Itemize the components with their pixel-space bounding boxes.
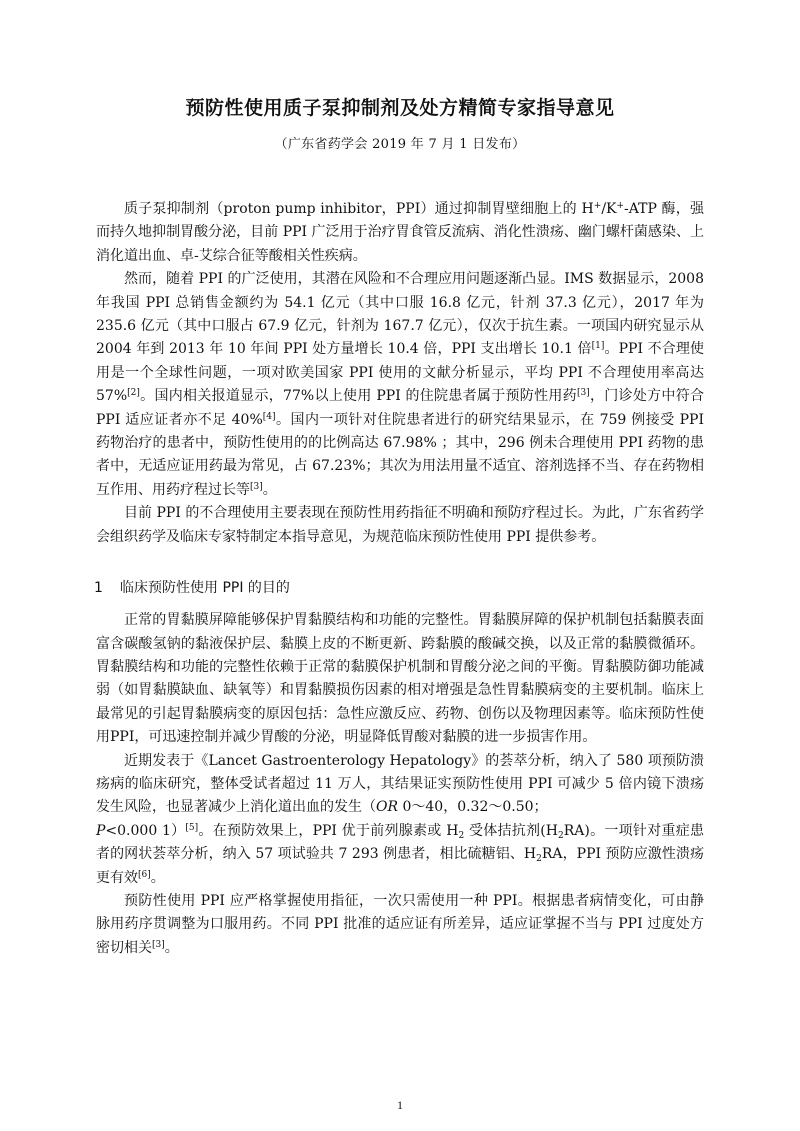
text-run: RA)。一项针对重症患者的网状荟萃分析，纳入 57 项试验共 7 293 例患者，相比硫糖铝、H bbox=[96, 822, 704, 863]
text-run: 近期发表于《Lancet Gastroenterology Hepatology》的荟萃分析，纳入了 580 项预防溃疡病的临床研究，整体受试者超过 11 万人，其结果证实预防性使用 PPI 可减少 5 倍内镜下溃疡发生风险，也显著减少上消化道出血的发生（ bbox=[96, 752, 704, 816]
text-run: ，门诊处方中符合 PPI 适应证者亦不足 40% bbox=[96, 388, 704, 428]
page-number: 1 bbox=[397, 1098, 403, 1112]
section-heading-1 bbox=[94, 577, 704, 599]
text-run: 。PPI 不合理使用是一个全球性问题，一项对欧美国家 PPI 使用的文献分析显示，平均 PPI 不合理使用率高达 57% bbox=[96, 341, 704, 405]
superscript: + bbox=[593, 201, 602, 211]
citation-ref[interactable]: [5] bbox=[185, 822, 199, 833]
document-title: 预防性使用质子泵抑制剂及处方精简专家指导意见 bbox=[185, 97, 615, 119]
paragraph-background bbox=[96, 268, 704, 502]
text-run: /K bbox=[601, 201, 617, 217]
subscript: 2 bbox=[557, 830, 564, 841]
text-run: 目前 PPI 的不合理使用主要表现在预防性用药指征不明确和预防疗程过长。为此，广东省药学会组织药学及临床专家特制定本指导意见，为规范临床预防性使用 PPI 提供参考。 bbox=[96, 505, 704, 545]
paragraph-mucosal-barrier bbox=[96, 609, 704, 749]
text-run: 受体拮抗剂(H bbox=[464, 822, 558, 839]
text-run: 。在预防效果上，PPI 优于前列腺素或 H bbox=[198, 822, 459, 839]
subscript: 2 bbox=[536, 854, 542, 865]
citation-ref[interactable]: [3] bbox=[152, 939, 165, 950]
text-run: 0～40，0.32～0.50； bbox=[398, 799, 548, 816]
text-run: 质子泵抑制剂（proton pump inhibitor，PPI）通过抑制胃壁细胞上的 H bbox=[124, 201, 594, 217]
citation-ref[interactable]: [1] bbox=[591, 341, 605, 352]
citation-ref[interactable]: [2] bbox=[127, 388, 140, 399]
text-run: <0.000 1） bbox=[105, 822, 186, 839]
paragraph-meta-analysis bbox=[96, 750, 704, 890]
text-run: 。国内一项针对住院患者进行的研究结果显示，在 759 例接受 PPI 药物治疗的患者中，预防性使用的的比例高达 67.98% ；其中，296 例未合理使用 PPI 药物的患者中，无适应证用药最为常见，占 67.23%；其次为用法用量不适宜、溶剂选择不当、存在药物相互作用、用药疗程过长等 bbox=[96, 411, 704, 498]
italic-term: OR bbox=[376, 799, 399, 816]
paragraph-intro bbox=[96, 198, 704, 268]
citation-ref[interactable]: [6] bbox=[138, 869, 151, 880]
italic-term: P bbox=[96, 822, 106, 839]
text-run: 。 bbox=[164, 939, 179, 956]
citation-ref[interactable]: [3] bbox=[576, 388, 590, 399]
paragraph-purpose bbox=[96, 502, 704, 549]
text-run: 。 bbox=[150, 869, 165, 886]
text-run: 正常的胃黏膜屏障能够保护胃黏膜结构和功能的完整性。胃黏膜屏障的保护机制包括黏膜表面富含碳酸氢钠的黏液保护层、黏膜上皮的不断更新、跨黏膜的酸碱交换，以及正常的黏膜微循环。胃黏膜结构和功能的完整性依赖于正常的黏膜保护机制和胃酸分泌之间的平衡。胃黏膜防御功能减弱（如胃黏膜缺血、缺氧等）和胃黏膜损伤因素的相对增强是急性胃黏膜病变的主要机制。临床上最常见的引起胃黏膜病变的原因包括：急性应激反应、药物、创伤以及物理因素等。临床预防性使用PPI，可迅速控制并减少胃酸的分泌，明显降低胃酸对黏膜的进一步损害作用。 bbox=[96, 612, 704, 746]
section-number: 1 bbox=[94, 580, 103, 597]
text-run: 预防性使用 PPI 应严格掌握使用指征，一次只需使用一种 PPI。根据患者病情变化，可由静脉用药序贯调整为口服用药。不同 PPI 批准的适应证有所差异，适应证掌握不当与 PPI 过度处方密切相关 bbox=[96, 892, 704, 956]
subscript: 2 bbox=[458, 830, 465, 841]
section-title: 临床预防性使用 PPI 的目的 bbox=[120, 580, 290, 597]
text-run: 然而，随着 PPI 的广泛使用，其潜在风险和不合理应用问题逐渐凸显。IMS 数据显示，2008 年我国 PPI 总销售金额约为 54.1 亿元（其中口服 16.8 亿元，针剂 37.3 亿元），2017 年为 235.6 亿元（其中口服占 67.9 亿元，针剂为 167.7 亿元），仅次于抗生素。一项国内研究显示从 2004 年到 2013 年 10 年间 PPI 处方量增长 10.4 倍，PPI 支出增长 10.1 倍 bbox=[96, 271, 704, 358]
superscript: + bbox=[616, 201, 625, 211]
text-run: -ATP 酶，强而持久地抑制胃酸分泌，目前 PPI 广泛用于治疗胃食管反流病、消化性溃疡、幽门螺杆菌感染、上消化道出血、卓-艾综合征等酸相关性疾病。 bbox=[96, 201, 704, 264]
document-body bbox=[96, 198, 704, 960]
text-run: RA，PPI 预防应激性溃疡更有效 bbox=[96, 846, 704, 886]
text-run: 。 bbox=[262, 481, 277, 498]
citation-ref[interactable]: [4] bbox=[262, 411, 276, 422]
paragraph-indication bbox=[96, 890, 704, 960]
text-run: 。国内相关报道显示，77%以上使用 PPI 的住院患者属于预防性用药 bbox=[139, 388, 577, 405]
citation-ref[interactable]: [3] bbox=[250, 481, 263, 492]
document-subtitle: （广东省药学会 2019 年 7 月 1 日发布） bbox=[274, 137, 526, 152]
